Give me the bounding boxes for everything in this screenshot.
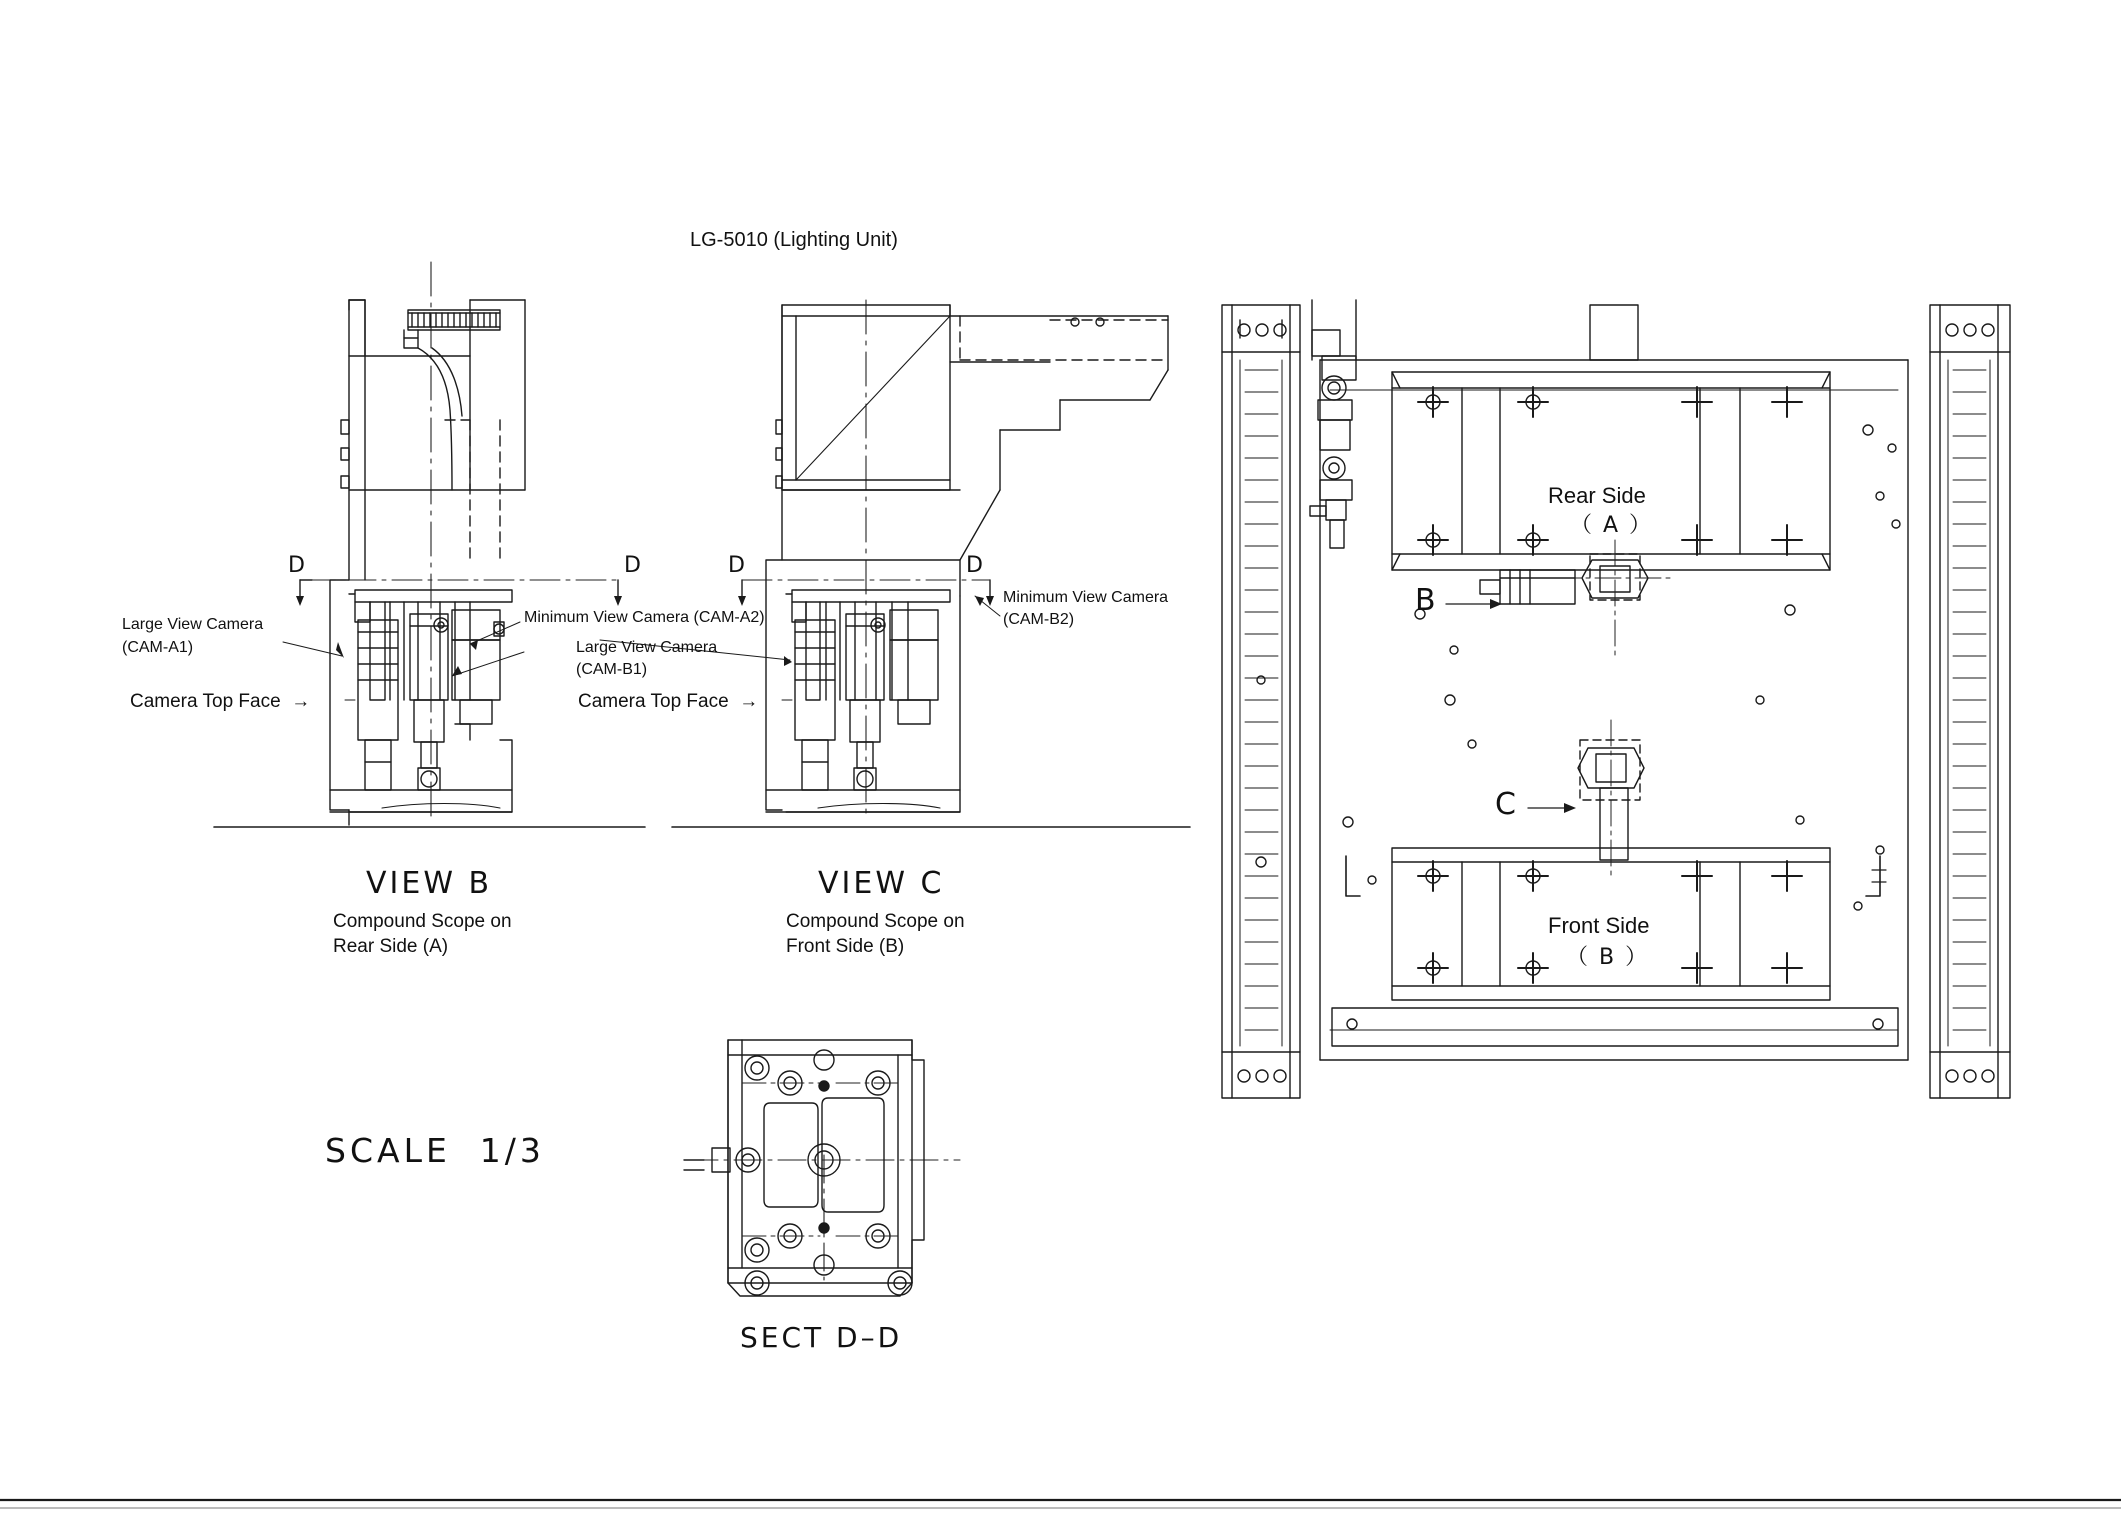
plan-front-side-label: Front Side [1548, 913, 1650, 938]
view-b-caption-line1: Compound Scope on [333, 911, 512, 932]
plan-rear-side-mark: （ A ） [1570, 513, 1654, 538]
section-mark-d-right-b: D [624, 553, 641, 578]
section-mark-d-left-b: D [288, 553, 305, 578]
plan-front-side-mark: （ B ） [1566, 945, 1650, 970]
label-large-view-camera-a1-line2: (CAM-A1) [122, 639, 194, 656]
scale-note: SCALE 1/3 [325, 1131, 545, 1170]
section-dd-geometry [684, 1040, 960, 1296]
label-minimum-view-camera-b2-line2: (CAM-B2) [1003, 611, 1075, 628]
view-b-name: VIEW B [366, 866, 493, 901]
sheet-title: LG-5010 (Lighting Unit) [690, 229, 898, 251]
view-c-caption-line1: Compound Scope on [786, 911, 965, 932]
view-c-caption-line2: Front Side (B) [786, 936, 905, 957]
plan-view-geometry [1222, 300, 2010, 1098]
label-large-view-camera-b1-line1: Large View Camera [576, 639, 718, 656]
section-dd-name: SECT D–D [740, 1321, 903, 1354]
view-c-geometry [600, 300, 1190, 827]
plan-arrow-mark-b: B [1415, 583, 1439, 618]
label-large-view-camera-a1-line1: Large View Camera [122, 616, 264, 633]
label-large-view-camera-b1-line2: (CAM-B1) [576, 661, 648, 678]
view-c-name: VIEW C [818, 866, 945, 901]
label-minimum-view-camera-b2-line1: Minimum View Camera [1003, 589, 1169, 606]
view-b-caption-line2: Rear Side (A) [333, 936, 449, 957]
plan-rear-side-label: Rear Side [1548, 483, 1646, 508]
plan-arrow-mark-c: C [1495, 787, 1519, 822]
section-mark-d-left-c: D [728, 553, 745, 578]
label-minimum-view-camera-a2: Minimum View Camera (CAM-A2) [524, 609, 765, 626]
section-mark-d-right-c: D [966, 553, 983, 578]
label-camera-top-face-c: Camera Top Face → [578, 691, 759, 712]
label-camera-top-face-b: Camera Top Face → [130, 691, 311, 712]
